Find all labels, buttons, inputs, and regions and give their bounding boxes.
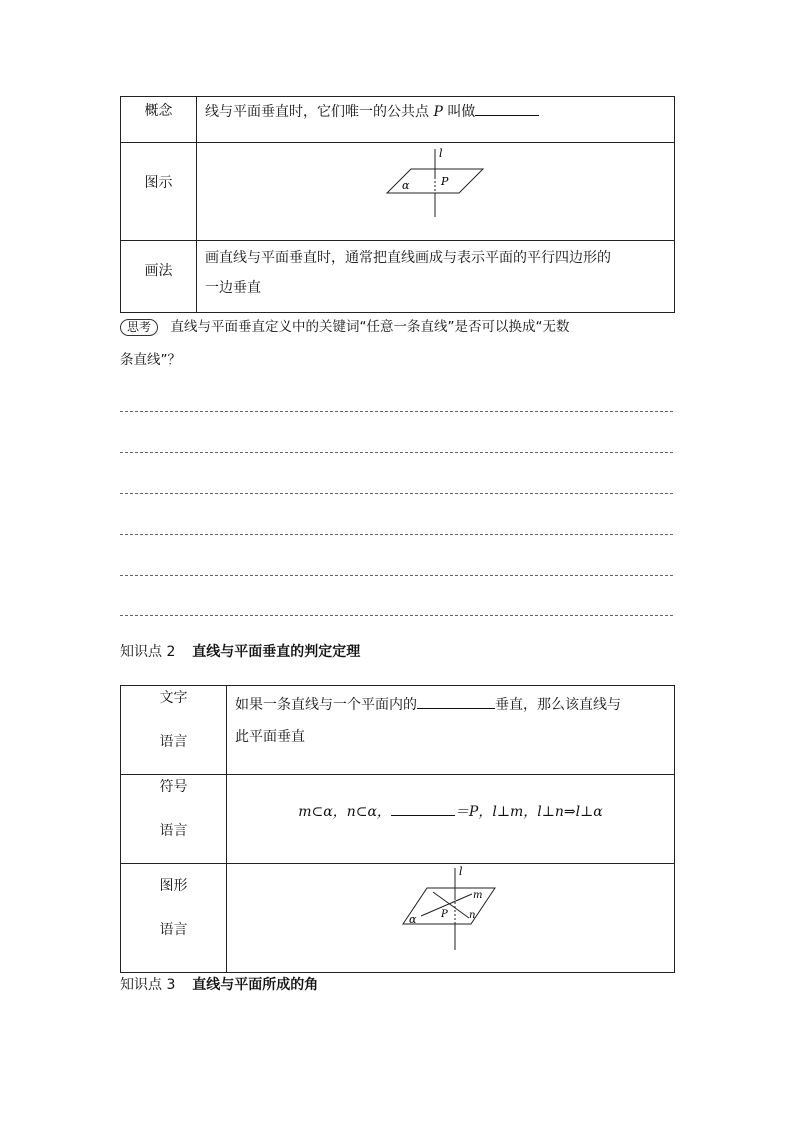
symbol-formula-part1: m⊂α，n⊂α，: [298, 804, 391, 820]
symbol-language-label-bottom: 语言: [159, 823, 188, 839]
label-l: l: [439, 147, 443, 160]
label-alpha: α: [402, 179, 410, 192]
concept-point-label: P: [433, 104, 443, 120]
drawing-content-cell: [197, 241, 675, 313]
section3-heading: [120, 975, 318, 995]
answer-line[interactable]: [120, 615, 673, 616]
figure-content-cell: [197, 143, 675, 241]
theorem-label-alpha: α: [409, 913, 417, 926]
section3-heading-title: 直线与平面所成的角: [192, 977, 319, 993]
figure-language-row: [121, 864, 675, 973]
symbol-formula-part2: ＝P，l⊥m，l⊥n⇒l⊥α: [454, 804, 603, 820]
symbol-answer-blank[interactable]: [391, 801, 455, 816]
answer-line[interactable]: [120, 493, 673, 494]
concept-label: 概念: [144, 103, 173, 119]
figure-language-content-cell: [227, 864, 675, 973]
drawing-text-line2: 一边垂直: [205, 280, 261, 296]
line-n: [433, 892, 469, 918]
text-language-content: [227, 686, 674, 753]
symbol-language-label-cell: [121, 775, 227, 864]
figure-language-label-top: 图形: [159, 878, 188, 894]
concept-label-cell: [121, 97, 197, 143]
answer-line[interactable]: [120, 575, 673, 576]
answer-line[interactable]: [120, 452, 673, 453]
theorem-label-n: n: [469, 910, 476, 921]
drawing-text-line1: 画直线与平面垂直时，通常把直线画成与表示平面的平行四边形的: [205, 250, 611, 266]
think-question-line2: 条直线”？: [120, 352, 181, 368]
drawing-row: [121, 241, 675, 313]
label-P: P: [441, 175, 449, 188]
text-language-label-bottom: 语言: [159, 734, 188, 750]
concept-row: [121, 97, 675, 143]
think-question: [120, 317, 676, 337]
text-language-row: [121, 686, 675, 775]
symbol-language-row: [121, 775, 675, 864]
symbol-language-content-cell: [227, 775, 675, 864]
think-question-line1: 直线与平面垂直定义中的关键词“任意一条直线”是否可以换成“无数: [170, 319, 570, 335]
text-language-label-top: 文字: [159, 690, 188, 706]
text-language-line2: 此平面垂直: [235, 729, 305, 745]
text-language-label-cell: [121, 686, 227, 775]
section2-heading-number: 知识点 2: [120, 644, 176, 660]
figure-language-label-bottom: 语言: [159, 922, 188, 938]
symbol-language-formula: [227, 775, 674, 822]
definition-table: [120, 96, 675, 313]
section3-heading-number: 知识点 3: [120, 977, 176, 993]
drawing-label-cell: [121, 241, 197, 313]
concept-content-cell: [197, 97, 675, 143]
drawing-label: 画法: [144, 263, 173, 279]
think-badge: 思考: [120, 319, 158, 336]
perpendicular-line-plane-figure: [197, 143, 675, 239]
theorem-label-P: P: [441, 909, 448, 920]
theorem-table: [120, 685, 675, 973]
concept-text-after: 叫做: [447, 104, 476, 120]
figure-language-label-cell: [121, 864, 227, 973]
text-language-content-cell: [227, 686, 675, 775]
concept-answer-blank[interactable]: [475, 101, 539, 116]
theorem-answer-blank[interactable]: [417, 694, 495, 709]
theorem-label-m: m: [473, 890, 483, 901]
answer-line[interactable]: [120, 534, 673, 535]
text-language-line1-after: 垂直，那么该直线与: [495, 697, 621, 713]
concept-text: [197, 97, 674, 122]
drawing-text: [197, 241, 674, 303]
theorem-figure: [227, 864, 675, 971]
section2-heading: [120, 642, 360, 662]
text-language-line1-before: 如果一条直线与一个平面内的: [235, 697, 417, 713]
text-language-line1: [235, 689, 674, 721]
answer-line[interactable]: [120, 411, 673, 412]
theorem-label-l: l: [459, 865, 463, 878]
concept-text-before: 线与平面垂直时，它们唯一的公共点: [205, 104, 429, 120]
section2-heading-title: 直线与平面垂直的判定定理: [192, 644, 361, 660]
symbol-language-label-top: 符号: [159, 779, 188, 795]
figure-row: [121, 143, 675, 241]
figure-label: 图示: [144, 175, 173, 191]
figure-label-cell: [121, 143, 197, 241]
